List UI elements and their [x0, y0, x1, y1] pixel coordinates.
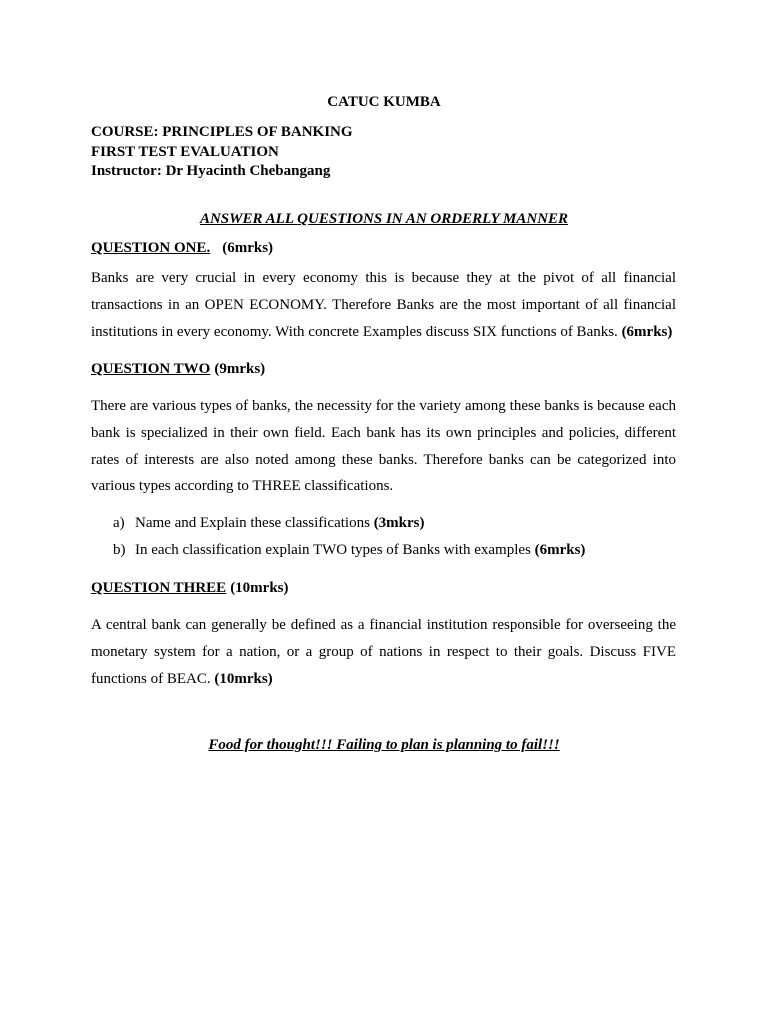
closing-quote: Food for thought!!! Failing to plan is planning to fail!!!: [208, 737, 560, 753]
course-title: COURSE: PRINCIPLES OF BANKING: [91, 124, 353, 140]
question-three-heading: [91, 580, 289, 597]
list-item-text: Name and Explain these classifications: [135, 515, 370, 531]
instructor-line: Instructor: Dr Hyacinth Chebangang: [91, 163, 331, 179]
question-two-marks: (9mrks): [214, 361, 266, 377]
question-one-body-marks: (6mrks): [621, 323, 673, 340]
question-three-text: A central bank can generally be defined as a financial institution responsible for overseeing the monetary system for a nation, or a group of nations in respect to their goals. Discuss FIVE functions of BEAC.: [91, 617, 676, 687]
question-one-marks: (6mrks): [222, 240, 274, 256]
list-item-marks: (3mkrs): [373, 515, 425, 531]
list-item: [113, 510, 676, 537]
list-item-marks: (6mrks): [534, 542, 586, 558]
evaluation-title: FIRST TEST EVALUATION: [91, 143, 279, 160]
question-two-title: QUESTION TWO: [91, 361, 211, 377]
list-item-text: In each classification explain TWO types of Banks with examples: [135, 542, 531, 558]
question-one-body: [91, 265, 676, 345]
list-item-letter: a): [113, 515, 125, 531]
question-two-heading: [91, 361, 265, 378]
question-one-heading: [91, 240, 273, 257]
question-three-body: [91, 612, 676, 692]
question-two-body: There are various types of banks, the necessity for the variety among these banks is because each bank is specialized in their own field. Each bank has its own principles and policies, different rates of interests are also noted among these banks. Therefore banks can be categorized into various types according to THREE classifications.: [91, 398, 676, 495]
list-item-letter: b): [113, 542, 126, 558]
question-three-body-marks: (10mrks): [214, 670, 273, 687]
header-block: [91, 123, 353, 182]
question-one-title: QUESTION ONE.: [91, 240, 211, 256]
instruction-heading: ANSWER ALL QUESTIONS IN AN ORDERLY MANNER: [199, 211, 569, 227]
institution-name: CATUC KUMBA: [327, 94, 441, 110]
question-two-subitems: [113, 510, 676, 564]
question-three-marks: (10mrks): [230, 580, 289, 596]
question-one-text: Banks are very crucial in every economy this is because they at the pivot of all financial transactions in an OPEN ECONOMY. Therefore Banks are the most important of all financial institutions in every economy. With concrete Examples discuss SIX functions of Banks.: [91, 270, 676, 340]
list-item: [113, 537, 676, 564]
question-three-title: QUESTION THREE: [91, 580, 227, 596]
